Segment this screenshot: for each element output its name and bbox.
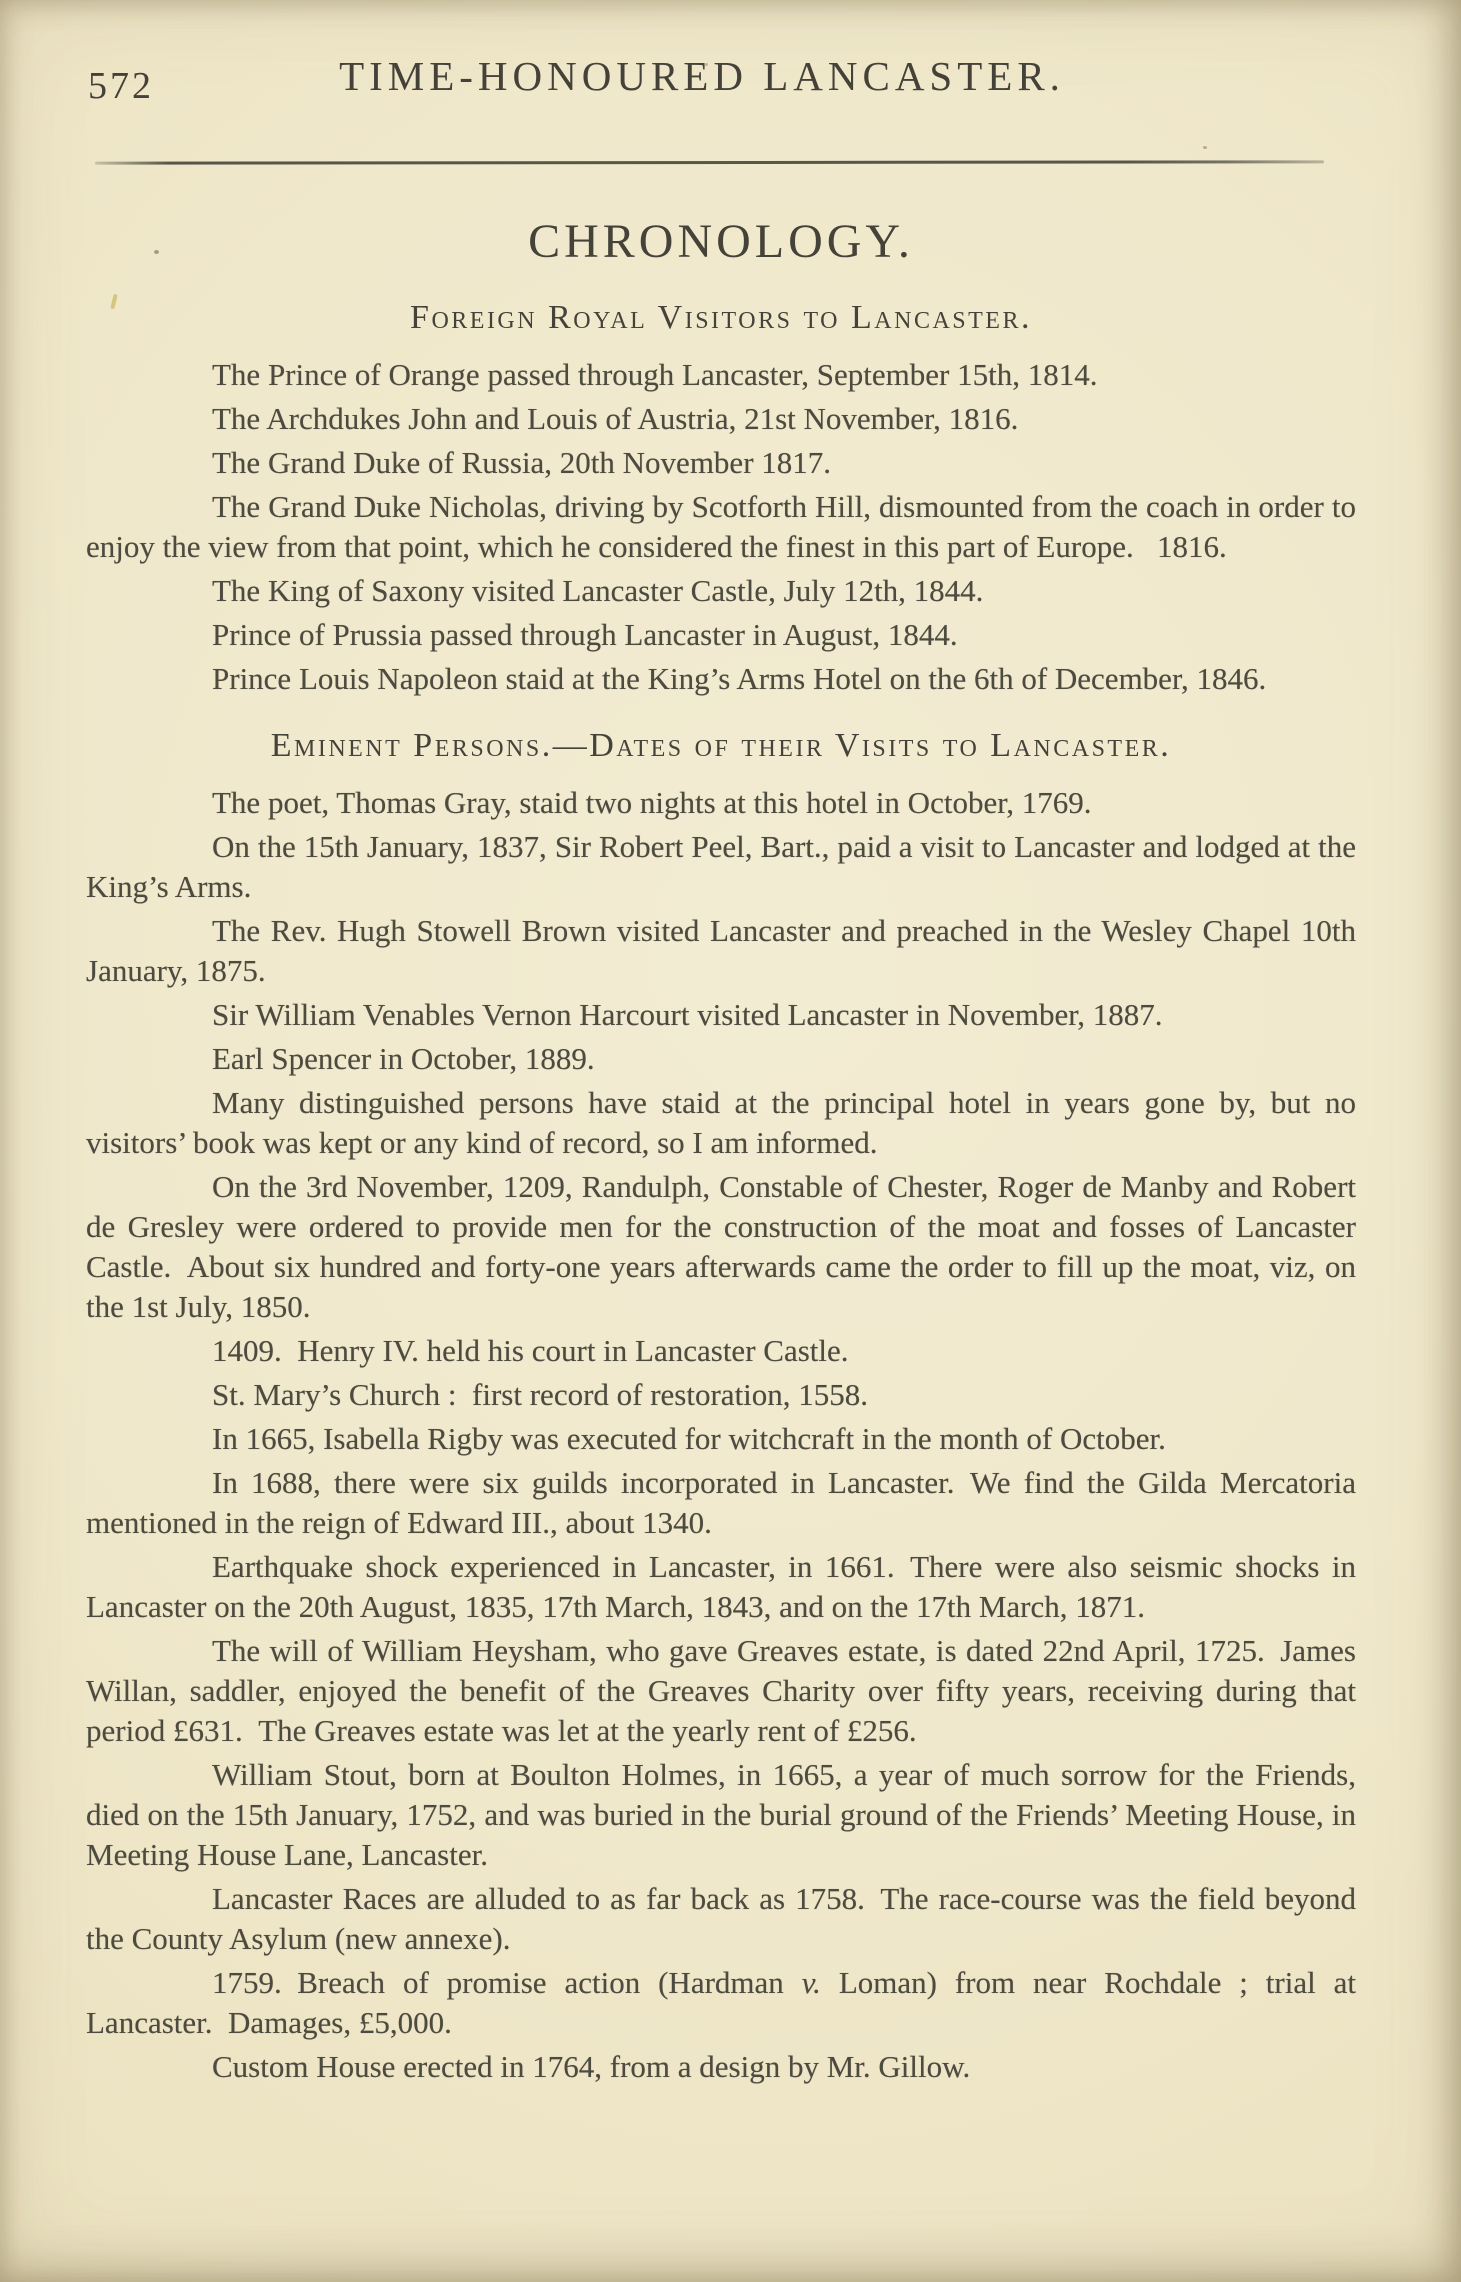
paper-speck [1203,146,1207,149]
section-paragraphs [86,355,1356,699]
paragraph: The Rev. Hugh Stowell Brown visited Lancaster and preached in the Wesley Chapel 10th January, 1875. [86,913,1356,988]
page-number: 572 [88,65,154,107]
paragraph: 1409. Henry IV. held his court in Lancaster Castle. [212,1333,849,1368]
paragraph: St. Mary’s Church : first record of restoration, 1558. [212,1377,869,1412]
paragraph: The Grand Duke Nicholas, driving by Scotforth Hill, dismounted from the coach in order to enjoy the view from that point, which he considered the finest in this part of Europe. 1816. [86,489,1356,564]
paragraph: 1759. Breach of promise action (Hardman v. Loman) from near Rochdale ; trial at Lancaster. Damages, £5,000. [86,1965,1356,2040]
paragraph: Earthquake shock experienced in Lancaster, in 1661. There were also seismic shocks in Lancaster on the 20th August, 1835, 17th March, 1843, and on the 17th March, 1871. [86,1549,1356,1624]
paragraph: The poet, Thomas Gray, staid two nights at this hotel in October, 1769. [212,785,1092,820]
section-paragraphs [86,783,1356,2087]
paragraph: Prince Louis Napoleon staid at the King’s Arms Hotel on the 6th of December, 1846. [212,661,1267,696]
paragraph: The Archdukes John and Louis of Austria, 21st November, 1816. [212,401,1019,436]
page-body [86,205,1356,2091]
paragraph: The Grand Duke of Russia, 20th November 1817. [212,445,832,480]
header-rule [95,160,1324,164]
paragraph: Earl Spencer in October, 1889. [212,1041,595,1076]
paragraph: On the 15th January, 1837, Sir Robert Peel, Bart., paid a visit to Lancaster and lodged at the King’s Arms. [86,829,1356,904]
paragraph: Sir William Venables Vernon Harcourt visited Lancaster in November, 1887. [212,997,1163,1032]
paragraph: In 1665, Isabella Rigby was executed for witchcraft in the month of October. [212,1421,1166,1456]
paragraph: Custom House erected in 1764, from a design by Mr. Gillow. [212,2049,971,2084]
paragraph: In 1688, there were six guilds incorporated in Lancaster. We find the Gilda Mercatoria mentioned in the reign of Edward III., about 1340. [86,1465,1356,1540]
paragraph: On the 3rd November, 1209, Randulph, Constable of Chester, Roger de Manby and Robert de Gresley were ordered to provide men for the construction of the moat and fosses of Lancaster Castle. About six hundred and forty-one years afterwards came the order to fill up the moat, viz, on the 1st July, 1850. [86,1169,1356,1324]
chapter-title: CHRONOLOGY. [528,215,914,268]
section-heading: Eminent Persons.—Dates of their Visits to Lancaster. [270,727,1172,764]
sections-container [86,297,1356,2087]
section [86,725,1356,2087]
paragraph: The Prince of Orange passed through Lancaster, September 15th, 1814. [212,357,1098,392]
paragraph: The King of Saxony visited Lancaster Castle, July 12th, 1844. [212,573,984,608]
paragraph: Many distinguished persons have staid at the principal hotel in years gone by, but no visitors’ book was kept or any kind of record, so I am informed. [86,1085,1356,1160]
paragraph: Prince of Prussia passed through Lancaster in August, 1844. [212,617,958,652]
section [86,297,1356,699]
paragraph: Lancaster Races are alluded to as far back as 1758. The race-course was the field beyond the County Asylum (new annexe). [86,1881,1356,1956]
paragraph: The will of William Heysham, who gave Greaves estate, is dated 22nd April, 1725. James Willan, saddler, enjoyed the benefit of the Greaves Charity over fifty years, receiving during that period £631. The Greaves estate was let at the yearly rent of £256. [86,1633,1356,1748]
running-title: TIME-HONOURED LANCASTER. [339,53,1065,99]
paragraph: William Stout, born at Boulton Holmes, in 1665, a year of much sorrow for the Friends, died on the 15th January, 1752, and was buried in the burial ground of the Friends’ Meeting House, in Meeting House Lane, Lancaster. [86,1757,1356,1872]
section-heading: Foreign Royal Visitors to Lancaster. [410,299,1032,336]
